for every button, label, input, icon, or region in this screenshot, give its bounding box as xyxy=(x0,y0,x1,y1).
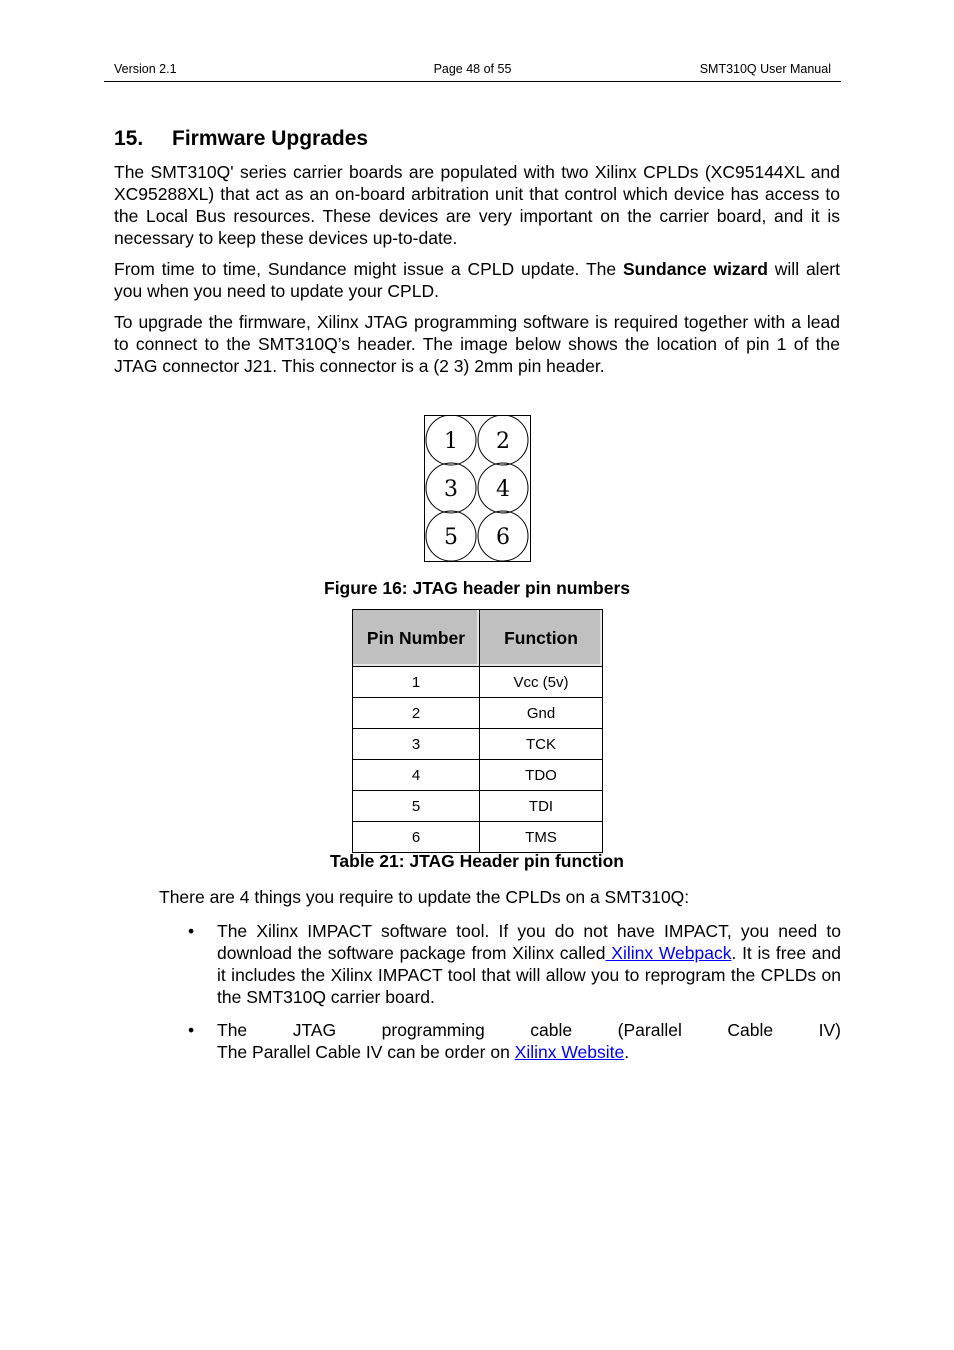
pin-number-cell: 3 xyxy=(353,729,480,760)
list-item-text-a: The Xilinx IMPACT software tool. If you do not have IMPACT, you need to download the software package from Xilinx called xyxy=(217,921,841,963)
requirements-list xyxy=(188,920,841,1074)
pin-4-label: 4 xyxy=(496,477,510,502)
list-item xyxy=(188,920,841,1008)
pin-1-label: 1 xyxy=(444,429,458,454)
list-item-cable-line: The JTAG programming cable (Parallel Cable IV) xyxy=(217,1020,841,1040)
pin-3-label: 3 xyxy=(444,477,458,502)
bullet-symbol: • xyxy=(188,921,195,941)
paragraph-update-notice xyxy=(114,258,840,302)
pin-function-cell: Vcc (5v) xyxy=(480,667,603,698)
xilinx-website-link[interactable]: Xilinx Website xyxy=(514,1042,625,1062)
pin-function-cell: Gnd xyxy=(480,698,603,729)
pin-function-cell: TDI xyxy=(480,791,603,822)
pin-number-cell: 2 xyxy=(353,698,480,729)
table-row xyxy=(353,667,603,698)
pin-number-cell: 5 xyxy=(353,791,480,822)
requirements-intro: There are 4 things you require to update the CPLDs on a SMT310Q: xyxy=(159,887,690,907)
header-page-number: Page 48 of 55 xyxy=(433,62,512,76)
page-header xyxy=(104,61,841,82)
paragraph-update-text-b: will alert you when you need to update your CPLD. xyxy=(114,259,840,301)
table-row xyxy=(353,822,603,853)
pin-function-cell: TMS xyxy=(480,822,603,853)
pin-5-label: 5 xyxy=(444,525,458,550)
column-header-pin-number: Pin Number xyxy=(353,610,480,667)
pin-6-label: 6 xyxy=(496,525,510,550)
pin-number-cell: 4 xyxy=(353,760,480,791)
column-header-function: Function xyxy=(480,610,603,667)
xilinx-webpack-link[interactable]: Xilinx Webpack xyxy=(605,943,732,963)
table-header-row xyxy=(353,610,603,667)
table-row xyxy=(353,729,603,760)
bullet-symbol: • xyxy=(188,1020,195,1040)
list-item-text-b: . xyxy=(624,1042,630,1062)
pin-number-cell: 6 xyxy=(353,822,480,853)
paragraph-intro: The SMT310Q' series carrier boards are populated with two Xilinx CPLDs (XC95144XL and XC95288XL) that act as an on-board arbitration unit that control which device has access to the Local Bus resources. These devices are very important on the carrier board, and it is necessary to keep these devices up-to-date. xyxy=(114,162,840,248)
paragraph-update-text-a: From time to time, Sundance might issue a CPLD update. The xyxy=(114,259,623,279)
table-row xyxy=(353,760,603,791)
pin-number-cell: 1 xyxy=(353,667,480,698)
table-row xyxy=(353,791,603,822)
table-caption: Table 21: JTAG Header pin function xyxy=(330,851,624,871)
list-item xyxy=(188,1019,841,1063)
section-title: Firmware Upgrades xyxy=(172,127,369,150)
section-number: 15. xyxy=(114,127,144,150)
paragraph-upgrade-instructions: To upgrade the firmware, Xilinx JTAG programming software is required together with a lead to connect to the SMT310Q’s header. The image below shows the location of pin 1 of the JTAG connector J21. This connector is a (2 3) 2mm pin header. xyxy=(114,312,840,376)
section-heading xyxy=(114,124,840,154)
pin-function-cell: TDO xyxy=(480,760,603,791)
jtag-pin-table xyxy=(352,609,603,853)
list-item-text-a: The Parallel Cable IV can be order on xyxy=(217,1042,515,1062)
jtag-header-diagram xyxy=(424,415,531,562)
table-row xyxy=(353,698,603,729)
pin-2-label: 2 xyxy=(496,429,510,454)
list-item-text-b: . It is free and it includes the Xilinx IMPACT tool that will allow you to reprogram the CPLDs on the SMT310Q carrier board. xyxy=(217,943,841,1007)
pin-function-cell: TCK xyxy=(480,729,603,760)
main-content xyxy=(114,124,840,386)
figure-caption: Figure 16: JTAG header pin numbers xyxy=(324,578,630,598)
header-version: Version 2.1 xyxy=(114,62,177,76)
header-manual-title: SMT310Q User Manual xyxy=(699,62,831,76)
sundance-wizard-label: Sundance wizard xyxy=(622,259,768,279)
